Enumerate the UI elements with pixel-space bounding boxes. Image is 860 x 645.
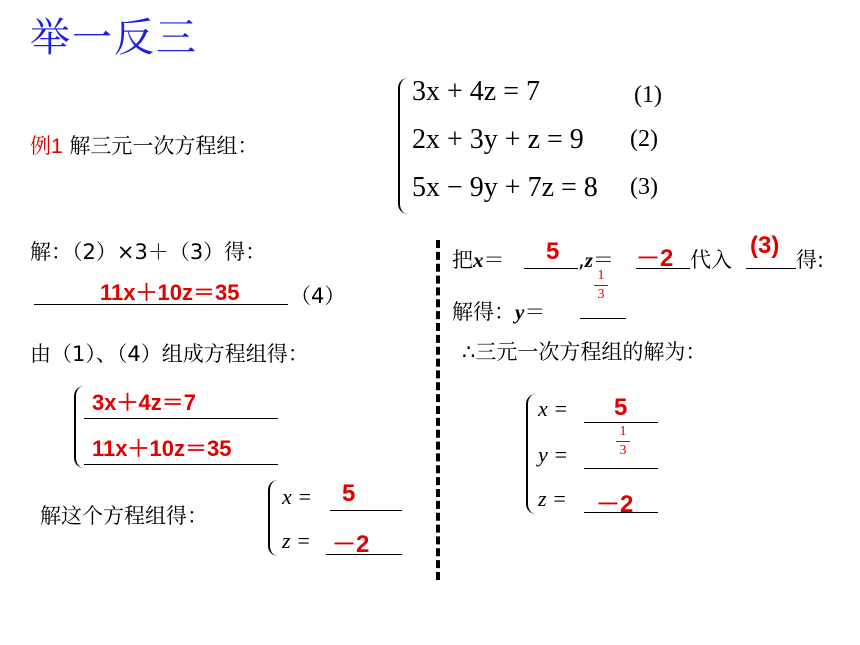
y-fraction: 1 3 xyxy=(594,268,608,303)
equation-3: 5x − 9y + 7z = 8 xyxy=(412,172,598,203)
sub-system-line-2 xyxy=(84,464,278,465)
equation-4: 11x＋10z＝35 xyxy=(100,280,240,305)
sub-system-brace xyxy=(74,386,84,468)
equation-tag-4: （4） xyxy=(290,284,346,308)
final-z-label: z = xyxy=(538,486,567,511)
final-y-fraction: 1 3 xyxy=(616,424,630,459)
substitute-line: 把x＝ xyxy=(452,248,505,272)
final-z-line xyxy=(584,512,658,513)
result-x-value: 5 xyxy=(342,480,356,507)
equation-tag-2: (2) xyxy=(630,126,658,152)
solve-line: 解得：y＝ xyxy=(452,300,546,324)
final-x-value: 5 xyxy=(614,394,628,421)
sub-into-line xyxy=(746,268,796,269)
step-3: 解这个方程组得： xyxy=(40,504,208,528)
result-x-label: x = xyxy=(282,484,313,509)
result-z-value: －2 xyxy=(332,531,370,558)
final-z-value: －2 xyxy=(596,491,634,518)
equation-1: 3x + 4z = 7 xyxy=(412,76,541,107)
dashed-divider xyxy=(436,240,440,580)
answer-line xyxy=(34,304,288,305)
sub-into-tag: (3) xyxy=(750,232,780,259)
example-text: 解三元一次方程组： xyxy=(62,134,259,158)
example-heading xyxy=(30,130,258,160)
equation-tag-1: (1) xyxy=(634,82,662,108)
conclusion-text: ∴三元一次方程组的解为： xyxy=(462,340,707,364)
system-brace xyxy=(398,78,410,214)
final-x-label: x = xyxy=(538,396,569,421)
sub-system-eq2: 11x＋10z＝35 xyxy=(92,436,232,461)
step-1: 解：（2）×3＋（3）得： xyxy=(30,240,267,264)
y-line xyxy=(580,318,626,319)
sub-z-label: ,z＝ xyxy=(578,248,614,272)
sub-system-line-1 xyxy=(84,418,278,419)
result-z-label: z = xyxy=(282,528,311,553)
final-y-line xyxy=(584,468,658,469)
sub-mid-text: 代入 xyxy=(690,248,732,272)
final-x-line xyxy=(584,422,658,423)
example-label: 例1 xyxy=(30,135,63,158)
final-brace xyxy=(526,394,536,514)
final-y-label: y = xyxy=(538,442,569,467)
page-title: 举一反三 xyxy=(30,15,198,61)
sub-x-value: 5 xyxy=(546,238,560,265)
sub-x-line xyxy=(524,268,578,269)
result-brace xyxy=(268,480,278,556)
equation-2: 2x + 3y + z = 9 xyxy=(412,124,584,155)
result-x-line xyxy=(330,510,402,511)
result-z-line xyxy=(326,554,402,555)
sub-z-value: －2 xyxy=(636,245,674,272)
sub-system-eq1: 3x＋4z＝7 xyxy=(92,390,196,415)
step-2: 由（1）、（4）组成方程组得： xyxy=(30,342,309,366)
sub-z-line xyxy=(636,268,690,269)
sub-post-text: 得: xyxy=(796,248,825,272)
equation-tag-3: (3) xyxy=(630,174,658,200)
